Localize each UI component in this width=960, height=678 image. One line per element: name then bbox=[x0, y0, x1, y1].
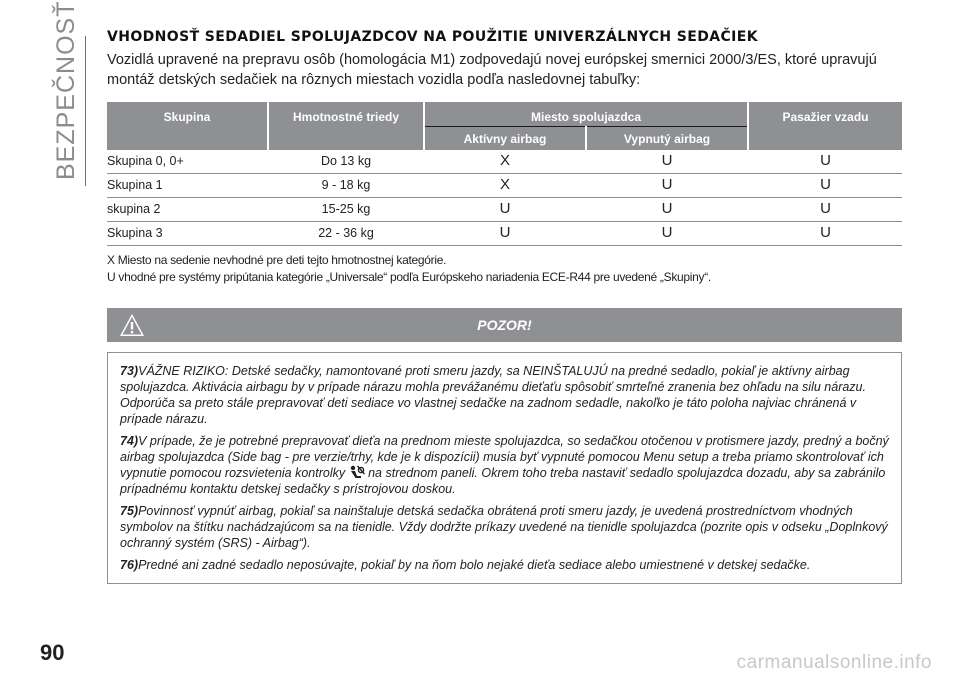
section-heading: VHODNOSŤ SEDADIEL SPOLUJAZDCOV NA POUŽITIE UNIVERZÁLNYCH SEDAČIEK bbox=[107, 29, 758, 45]
cell-weight: 9 - 18 kg bbox=[321, 178, 371, 192]
cell-inactive: U bbox=[661, 200, 673, 217]
section-label: BEZPEČNOSŤ bbox=[52, 0, 80, 180]
intro-paragraph: Vozidlá upravené na prepravu osôb (homologácia M1) zodpovedajú novej európskej smernici 2000/3/ES, ktoré upravujú montáž detských sedačiek na rôznych miestach vozidla podľa nasledovnej tabuľky: bbox=[107, 52, 877, 88]
cell-active: U bbox=[499, 224, 511, 241]
cell-rear: U bbox=[820, 152, 831, 169]
cell-weight: Do 13 kg bbox=[320, 154, 372, 168]
table-row bbox=[107, 198, 902, 222]
watermark: carmanualsonline.info bbox=[736, 652, 932, 673]
cell-weight: 22 - 36 kg bbox=[318, 226, 374, 240]
header-inactive-airbag: Vypnutý airbag bbox=[623, 132, 711, 146]
cell-group: Skupina 1 bbox=[107, 178, 163, 192]
table-footnotes bbox=[107, 252, 902, 286]
warning-number: 75) bbox=[120, 504, 139, 518]
airbag-off-icon bbox=[349, 465, 365, 479]
header-rear: Pasažier vzadu bbox=[782, 110, 869, 124]
page-number: 90 bbox=[40, 640, 65, 665]
table-header bbox=[107, 102, 902, 150]
warning-title: POZOR! bbox=[477, 317, 532, 333]
warning-item bbox=[120, 503, 889, 551]
warning-item bbox=[120, 557, 889, 573]
cell-inactive: U bbox=[661, 176, 673, 193]
header-passenger: Miesto spolujazdca bbox=[530, 110, 642, 124]
warning-item bbox=[120, 433, 889, 497]
table-row bbox=[107, 150, 902, 174]
page-content bbox=[107, 30, 902, 584]
child-seat-table bbox=[107, 102, 902, 246]
warning-text: Povinnosť vypnúť airbag, pokiaľ sa nainštaluje detská sedačka obrátená proti smeru jazdy, je uvedená prostredníctvom vhodných symbolov na štítku nachádzajúcom sa na tienidle. Vždy dodržte príkazy uvedené na tienidle spolujazdca (pozrite opis v odseku „Doplnkový ochranný systém (SRS) - Airbag“). bbox=[120, 504, 888, 550]
cell-weight: 15-25 kg bbox=[321, 202, 371, 216]
cell-inactive: U bbox=[661, 152, 673, 169]
footnote-x: X Miesto na sedenie nevhodné pre deti tejto hmotnostnej kategórie. bbox=[107, 253, 447, 267]
footnote-u: U vhodné pre systémy pripútania kategórie „Universale“ podľa Európskeho nariadenia ECE-R44 pre uvedené „Skupiny“. bbox=[107, 270, 711, 284]
cell-rear: U bbox=[820, 224, 831, 241]
warning-text: V prípade, že je potrebné prepravovať dieťa na prednom mieste spolujazdca, so sedačkou otočenou v protismere jazdy, predný a bočný airbag spolujazdca (Side bag - pre verzie/trhy, kde je k dispozícii) musia byť vypnuté pomocou Menu setup a treba priamo skontrolovať ich vypnutie pomocou rozsvietenia kontrolky bbox=[120, 434, 889, 480]
cell-rear: U bbox=[820, 200, 831, 217]
table-row bbox=[107, 222, 902, 246]
cell-inactive: U bbox=[661, 224, 673, 241]
warning-box bbox=[107, 352, 902, 584]
table-row bbox=[107, 174, 902, 198]
cell-group: Skupina 3 bbox=[107, 226, 163, 240]
header-weight: Hmotnostné triedy bbox=[292, 110, 399, 124]
cell-active: X bbox=[499, 152, 510, 169]
warning-text: VÁŽNE RIZIKO: Detské sedačky, namontované proti smeru jazdy, sa NEINŠTALUJÚ na predné sedadlo, pokiaľ je aktívny airbag spolujazdca. Aktivácia airbagu by v prípade nárazu mohla prevážanému dieťaťu spôsobiť smrteľné zranenia bez ohľadu na silu nárazu. Odporúča sa preto stále prepravovať deti sediace vo vlastnej sedačke na zadnom sedadle, nakoľko je táto poloha najviac chránená v prípade nárazu. bbox=[120, 364, 866, 426]
cell-group: skupina 2 bbox=[107, 202, 161, 216]
warning-header bbox=[107, 308, 902, 342]
warning-item bbox=[120, 363, 889, 427]
side-rule bbox=[85, 36, 86, 186]
warning-text: Predné ani zadné sedadlo neposúvajte, pokiaľ by na ňom bolo nejaké dieťa sediace alebo umiestnené v detskej sedačke. bbox=[138, 558, 811, 572]
cell-group: Skupina 0, 0+ bbox=[107, 154, 184, 168]
header-active-airbag: Aktívny airbag bbox=[463, 132, 547, 146]
header-group: Skupina bbox=[163, 110, 211, 124]
cell-active: U bbox=[499, 200, 511, 217]
warning-text: na strednom paneli. Okrem toho treba nastaviť sedadlo spolujazdca dozadu, aby sa zabránilo prípadnému kontaktu detskej sedačky s prístrojovou doskou. bbox=[120, 466, 886, 496]
cell-active: X bbox=[499, 176, 510, 193]
warning-number: 74) bbox=[120, 434, 139, 448]
warning-number: 73) bbox=[120, 364, 139, 378]
cell-rear: U bbox=[820, 176, 831, 193]
warning-number: 76) bbox=[120, 558, 139, 572]
